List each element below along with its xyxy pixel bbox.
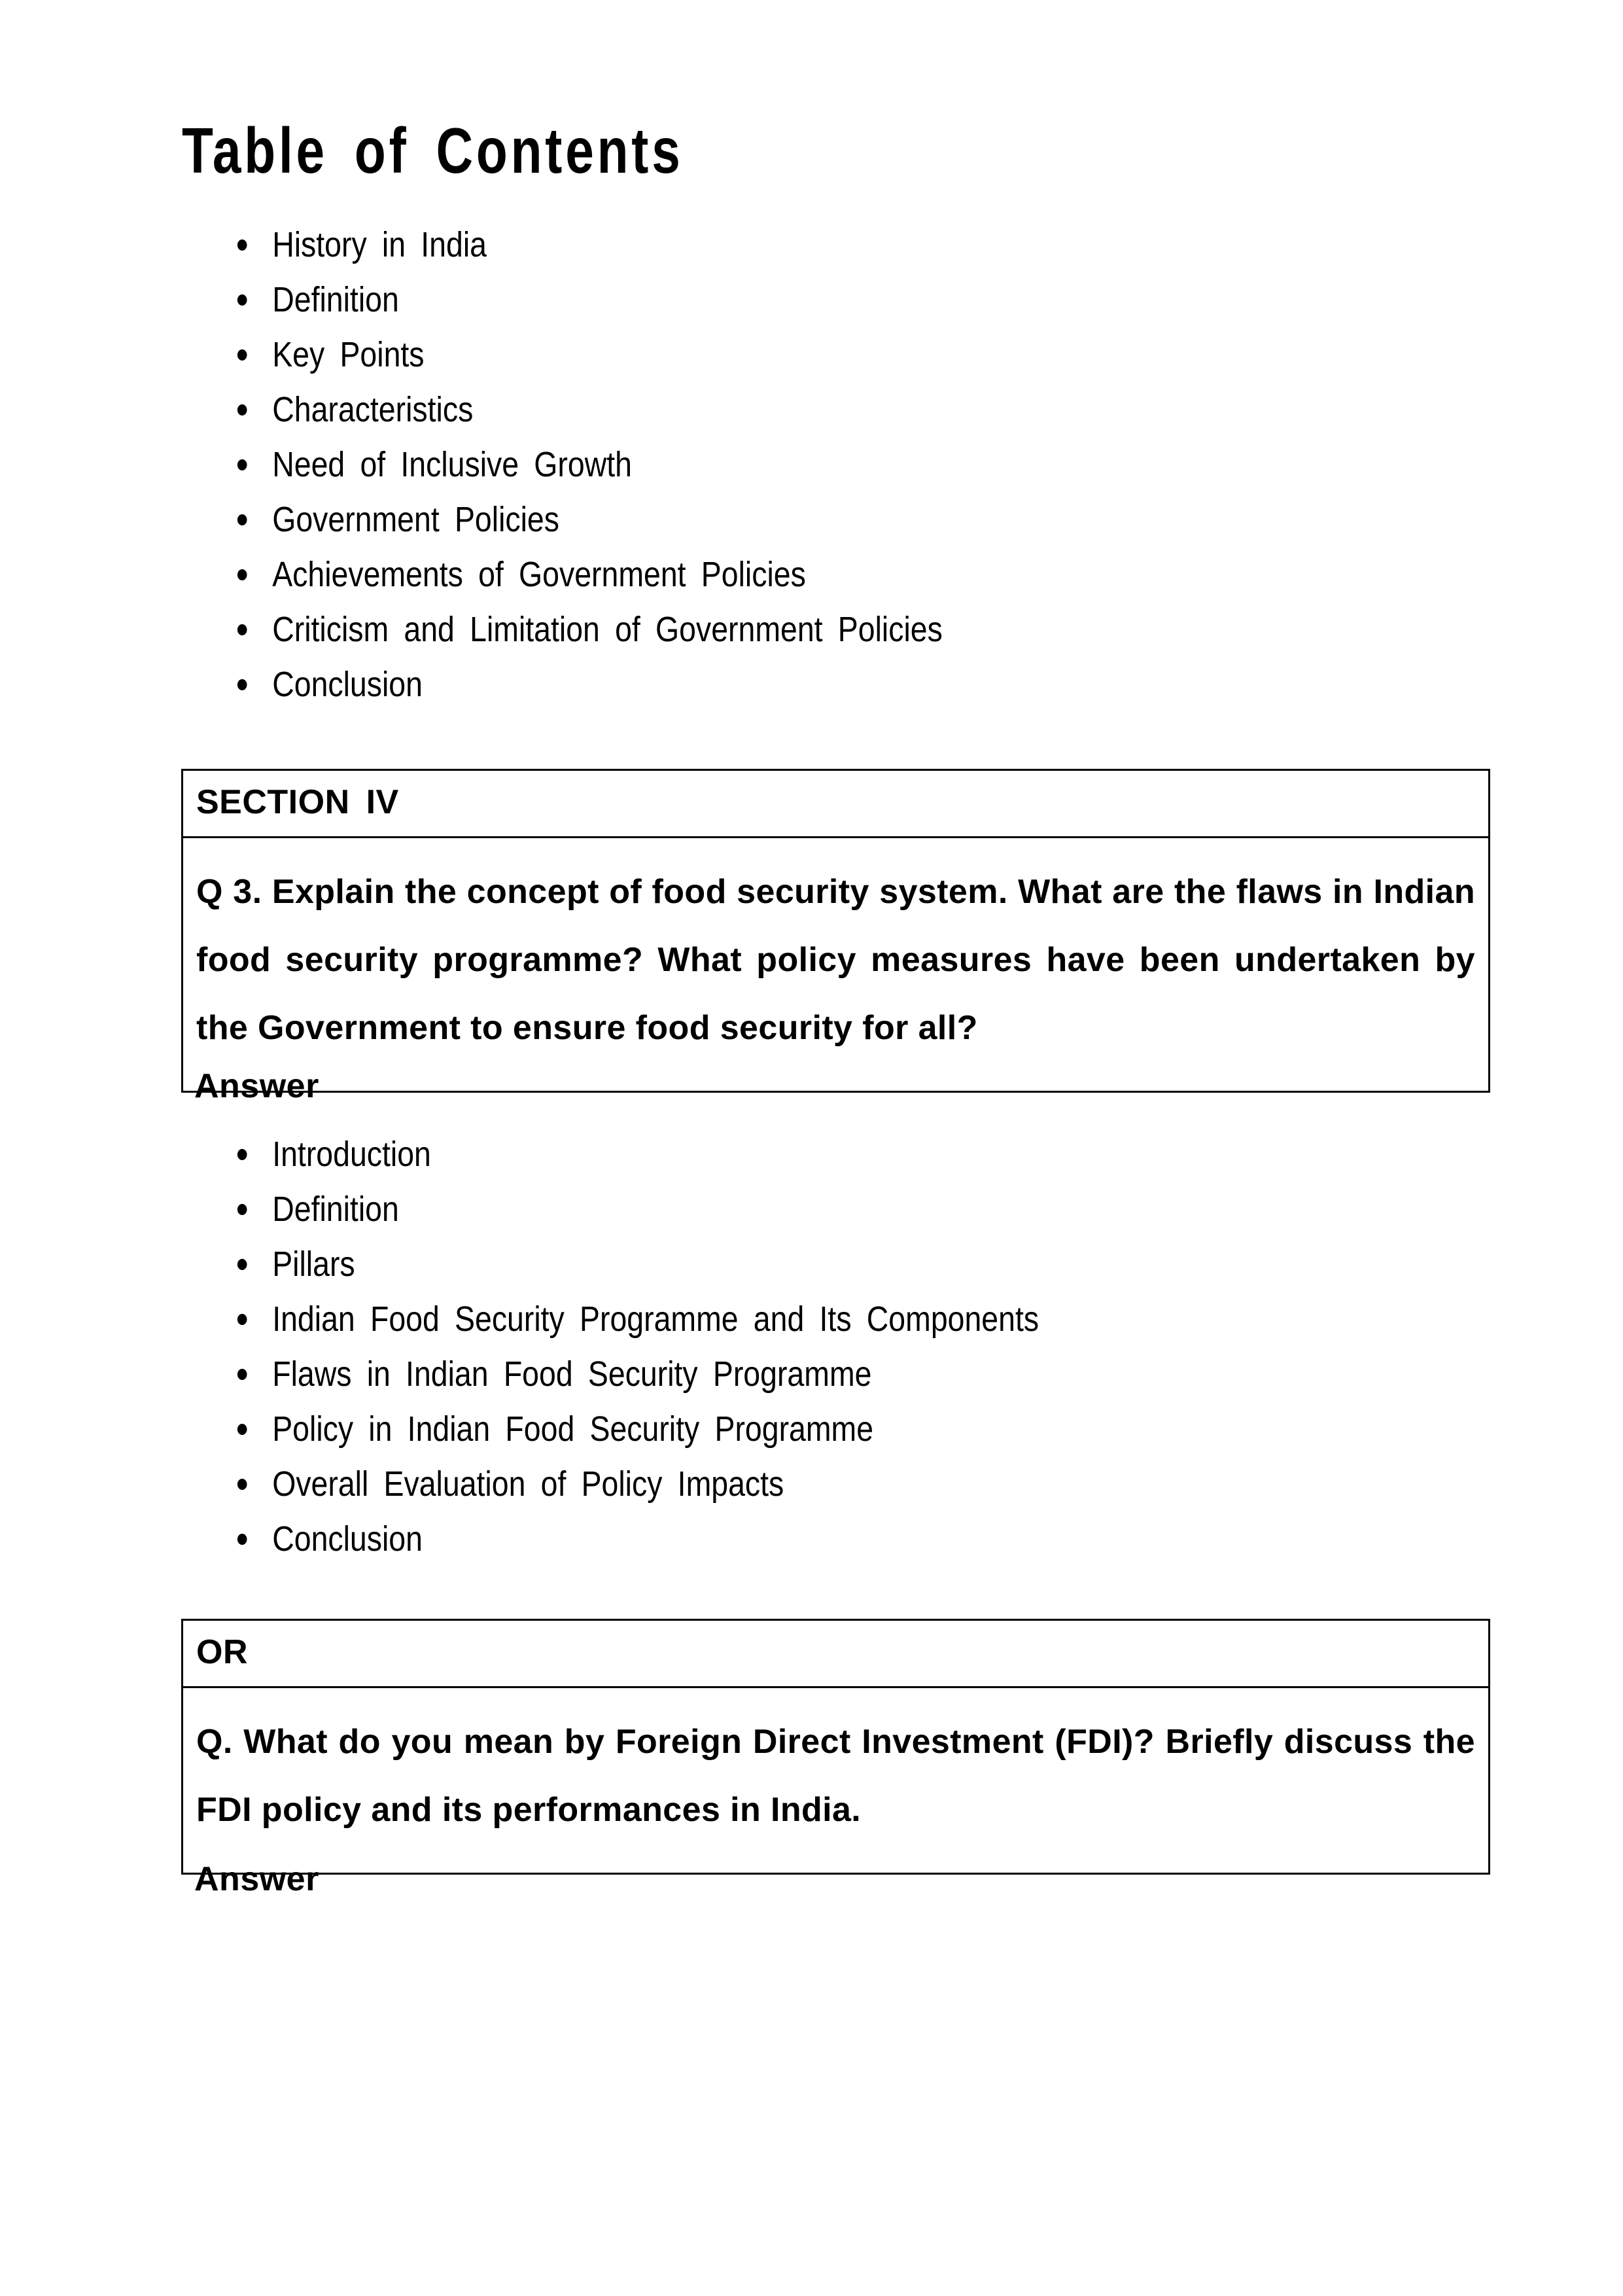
list-item-label: History in India [272, 225, 487, 264]
list-item [177, 657, 943, 712]
list-item-label: Flaws in Indian Food Security Programme [272, 1354, 872, 1394]
list-item [177, 1182, 1039, 1237]
list-item-label: Government Policies [272, 500, 559, 539]
list-item-label: Policy in Indian Food Security Programme [272, 1409, 874, 1449]
list-item-label: Key Points [272, 335, 425, 374]
bullet-icon [237, 1204, 247, 1215]
bullet-icon [237, 1424, 247, 1435]
list-item [177, 217, 943, 272]
section-heading: SECTION IV [183, 771, 1488, 838]
answer-label: Answer [194, 1067, 319, 1105]
bullet-icon [237, 404, 247, 415]
bullet-icon [237, 569, 247, 580]
section-iv-question-box [181, 769, 1490, 1093]
bullet-icon [237, 349, 247, 361]
list-item-label: Conclusion [272, 1519, 423, 1559]
bullet-icon [237, 624, 247, 635]
question-text: Q. What do you mean by Foreign Direct Investment (FDI)? Briefly discuss the FDI policy and its performances in India. [196, 1723, 1475, 1829]
list-item-label: Definition [272, 280, 399, 319]
list-item [177, 327, 943, 382]
list-item-label: Characteristics [272, 390, 474, 429]
answer-label: Answer [194, 1860, 319, 1898]
list-item [177, 1402, 1039, 1457]
question-text: Q 3. Explain the concept of food security system. What are the flaws in Indian food security programme? What policy measures have been undertaken by the Government to ensure food security for all? [196, 873, 1475, 1047]
list-item [177, 602, 943, 657]
list-item [177, 492, 943, 547]
list-item-label: Need of Inclusive Growth [272, 445, 632, 484]
table-of-contents-list [177, 217, 1067, 712]
bullet-icon [237, 1369, 247, 1380]
list-item [177, 1237, 1039, 1292]
list-item-label: Overall Evaluation of Policy Impacts [272, 1464, 784, 1504]
or-heading: OR [183, 1621, 1488, 1688]
bullet-icon [237, 294, 247, 306]
list-item-label: Criticism and Limitation of Government Policies [272, 610, 943, 649]
bullet-icon [237, 1479, 247, 1490]
list-item [177, 547, 943, 602]
bullet-icon [237, 1314, 247, 1325]
page-title: Table of Contents [182, 115, 684, 186]
list-item [177, 1292, 1039, 1347]
or-question-box [181, 1619, 1490, 1875]
list-item [177, 1457, 1039, 1511]
bullet-icon [237, 239, 247, 251]
bullet-icon [237, 679, 247, 690]
list-item [177, 1511, 1039, 1566]
list-item [177, 382, 943, 437]
list-item-label: Indian Food Security Programme and Its Components [272, 1299, 1039, 1339]
list-item-label: Definition [272, 1190, 399, 1229]
list-item-label: Conclusion [272, 665, 423, 704]
bullet-icon [237, 459, 247, 470]
bullet-icon [237, 1259, 247, 1270]
list-item [177, 1127, 1039, 1182]
answer-outline-list [177, 1127, 1179, 1566]
list-item-label: Introduction [272, 1135, 431, 1174]
bullet-icon [237, 1149, 247, 1160]
list-item [177, 272, 943, 327]
bullet-icon [237, 514, 247, 525]
list-item-label: Achievements of Government Policies [272, 555, 806, 594]
list-item-label: Pillars [272, 1245, 355, 1284]
list-item [177, 437, 943, 492]
list-item [177, 1347, 1039, 1402]
bullet-icon [237, 1534, 247, 1545]
